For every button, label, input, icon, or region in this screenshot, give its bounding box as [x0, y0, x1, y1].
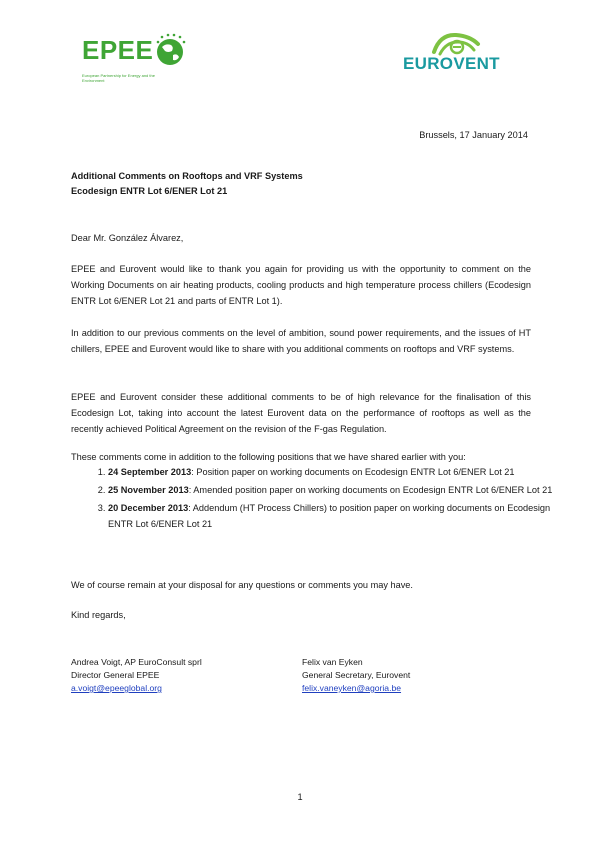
signatory-name: Andrea Voigt, AP EuroConsult sprl: [71, 657, 202, 667]
signatory-name: Felix van Eyken: [302, 657, 363, 667]
signatory-right: [302, 656, 410, 695]
letter-date: Brussels, 17 January 2014: [419, 130, 528, 140]
signatory-title: Director General EPEE: [71, 670, 160, 680]
subject-line-2: Ecodesign ENTR Lot 6/ENER Lot 21: [71, 186, 228, 196]
epee-logo: [82, 33, 192, 91]
page-number: 1: [297, 792, 303, 802]
subject-line-1: Additional Comments on Rooftops and VRF Systems: [71, 171, 303, 181]
subject-block: [71, 169, 303, 199]
position-text: : Position paper on working documents on Ecodesign ENTR Lot 6/ENER Lot 21: [191, 467, 515, 477]
epee-tagline: European Partnership for Energy and the Environment: [82, 73, 155, 83]
epee-logo-text: EPEE: [82, 35, 154, 65]
eurovent-logo-text: EUROVENT: [403, 54, 500, 73]
paragraph-1: EPEE and Eurovent would like to thank you again for providing us with the opportunity to comment on the Working Documents on air heating products, cooling products and high temperature process chillers (Ecodesign ENTR Lot 6/ENER Lot 21 and parts of ENTR Lot 1).: [71, 264, 531, 306]
position-date: 20 December 2013: [108, 503, 189, 513]
position-date: 25 November 2013: [108, 485, 189, 495]
signatory-left: [71, 656, 202, 695]
closing-remark: We of course remain at your disposal for any questions or comments you may have.: [71, 580, 413, 590]
signatory-email-link[interactable]: a.voigt@epeeglobal.org: [71, 683, 162, 693]
position-date: 24 September 2013: [108, 467, 192, 477]
salutation: Dear Mr. González Álvarez,: [71, 233, 184, 243]
list-item: [108, 482, 568, 498]
list-item: [108, 464, 568, 480]
positions-list: [71, 464, 568, 534]
signatory-title: General Secretary, Eurovent: [302, 670, 411, 680]
eurovent-logo: [400, 30, 512, 74]
paragraph-3: EPEE and Eurovent consider these additional comments to be of high relevance for the finalisation of this Ecodesign Lot, taking into account the latest Eurovent data on the performance of rooftops as well as the recently achieved Political Agreement on the revision of the F-gas Regulation.: [71, 392, 531, 434]
positions-intro: These comments come in addition to the following positions that we have shared earlier with you:: [71, 452, 466, 462]
position-text: : Addendum (HT Process Chillers) to position paper on working documents on Ecodesign ENTR Lot 6/ENER Lot 21: [108, 503, 551, 529]
position-text: : Amended position paper on working documents on Ecodesign ENTR Lot 6/ENER Lot 21: [188, 485, 553, 495]
signatory-email-link[interactable]: felix.vaneyken@agoria.be: [302, 683, 402, 693]
paragraph-2: In addition to our previous comments on the level of ambition, sound power requirements, and the issues of HT chillers, EPEE and Eurovent would like to share with you additional comments on rooftops and VRF systems.: [71, 328, 531, 354]
list-item: [108, 500, 568, 532]
globe-icon: [152, 33, 188, 69]
closing: Kind regards,: [71, 610, 126, 620]
